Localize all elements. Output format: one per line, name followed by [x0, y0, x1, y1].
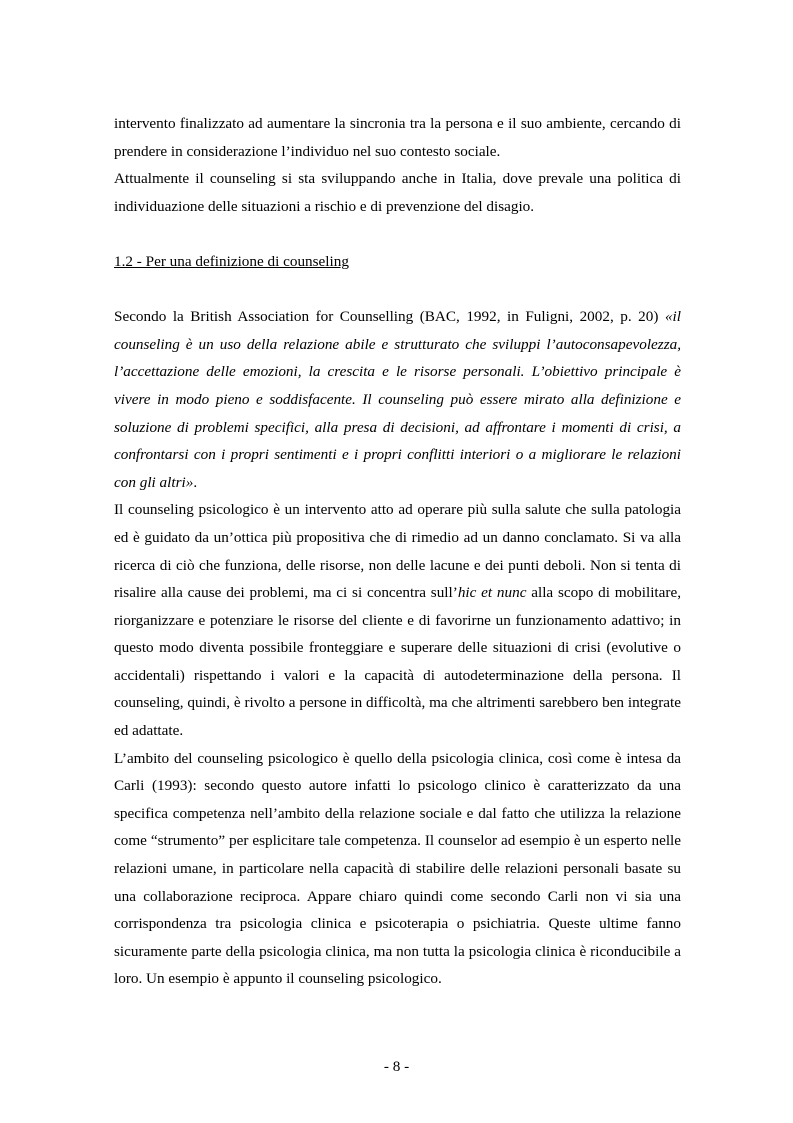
section-heading: 1.2 - Per una definizione di counseling [114, 252, 349, 270]
paragraph-psych [114, 496, 681, 744]
psych-before: Il counseling psicologico è un intervento atto ad operare più sulla salute che sulla patologia ed è guidato da un’ottica più propositiva che di rimedio ad un danno conclamato. Si va alla ricerca di ciò che funziona, delle risorse, non delle lacune e dei punti deboli. Non si tenta di risalire alla cause dei problemi, ma ci si concentra sull’ [114, 501, 681, 602]
paragraph-definition [114, 303, 681, 496]
definition-quote: «il counseling è un uso della relazione abile e strutturato che sviluppi l’autoconsapevolezza, l’accettazione delle emozioni, la crescita e le risorse personali. L’obiettivo principale è vivere in modo pieno e soddisfacente. Il counseling può essere mirato alla definizione e soluzione di problemi specifici, alla presa di decisioni, ad affrontare i momenti di crisi, a confrontarsi con i propri sentimenti e i propri conflitti interiori o a migliorare le relazioni con gli altri» [114, 308, 681, 491]
page-content [114, 110, 681, 993]
definition-intro: Secondo la British Association for Counselling (BAC, 1992, in Fuligni, 2002, p. 20) [114, 308, 665, 326]
paragraph-clinical: L’ambito del counseling psicologico è quello della psicologia clinica, così come è intesa da Carli (1993): secondo questo autore infatti lo psicologo clinico è caratterizzato da una specifica competenza nell’ambito della relazione sociale e dal fatto che utilizza la relazione come “strumento” per esplicitare tale competenza. Il counselor ad esempio è un esperto nelle relazioni umane, in particolare nella capacità di stabilire delle relazioni personali basate su una collaborazione reciproca. Appare chiaro quindi come secondo Carli non vi sia una corrispondenza tra psicologia clinica e psicoterapia o psichiatria. Queste ultime fanno sicuramente parte della psicologia clinica, ma non tutta la psicologia clinica è riconducibile a loro. Un esempio è appunto il counseling psicologico. [114, 749, 681, 988]
psych-after: alla scopo di mobilitare, riorganizzare e potenziare le risorse del cliente e di favorirne un funzionamento adattivo; in questo modo diventa possibile fronteggiare e superare delle situazioni di crisi (evolutive o accidentali) rispettando i valori e la capacità di autodeterminazione della persona. Il counseling, quindi, è rivolto a persone in difficoltà, ma che altrimenti sarebbero ben integrate ed adattate. [114, 584, 681, 740]
definition-end: . [193, 473, 198, 491]
psych-italic: hic et nunc [457, 584, 527, 602]
paragraph-italia: Attualmente il counseling si sta sviluppando anche in Italia, dove prevale una politica di individuazione delle situazioni a rischio e di prevenzione del disagio. [114, 170, 681, 215]
page-number: - 8 - [383, 1058, 410, 1075]
paragraph-intervento: intervento finalizzato ad aumentare la sincronia tra la persona e il suo ambiente, cercando di prendere in considerazione l’individuo nel suo contesto sociale. [114, 115, 681, 160]
